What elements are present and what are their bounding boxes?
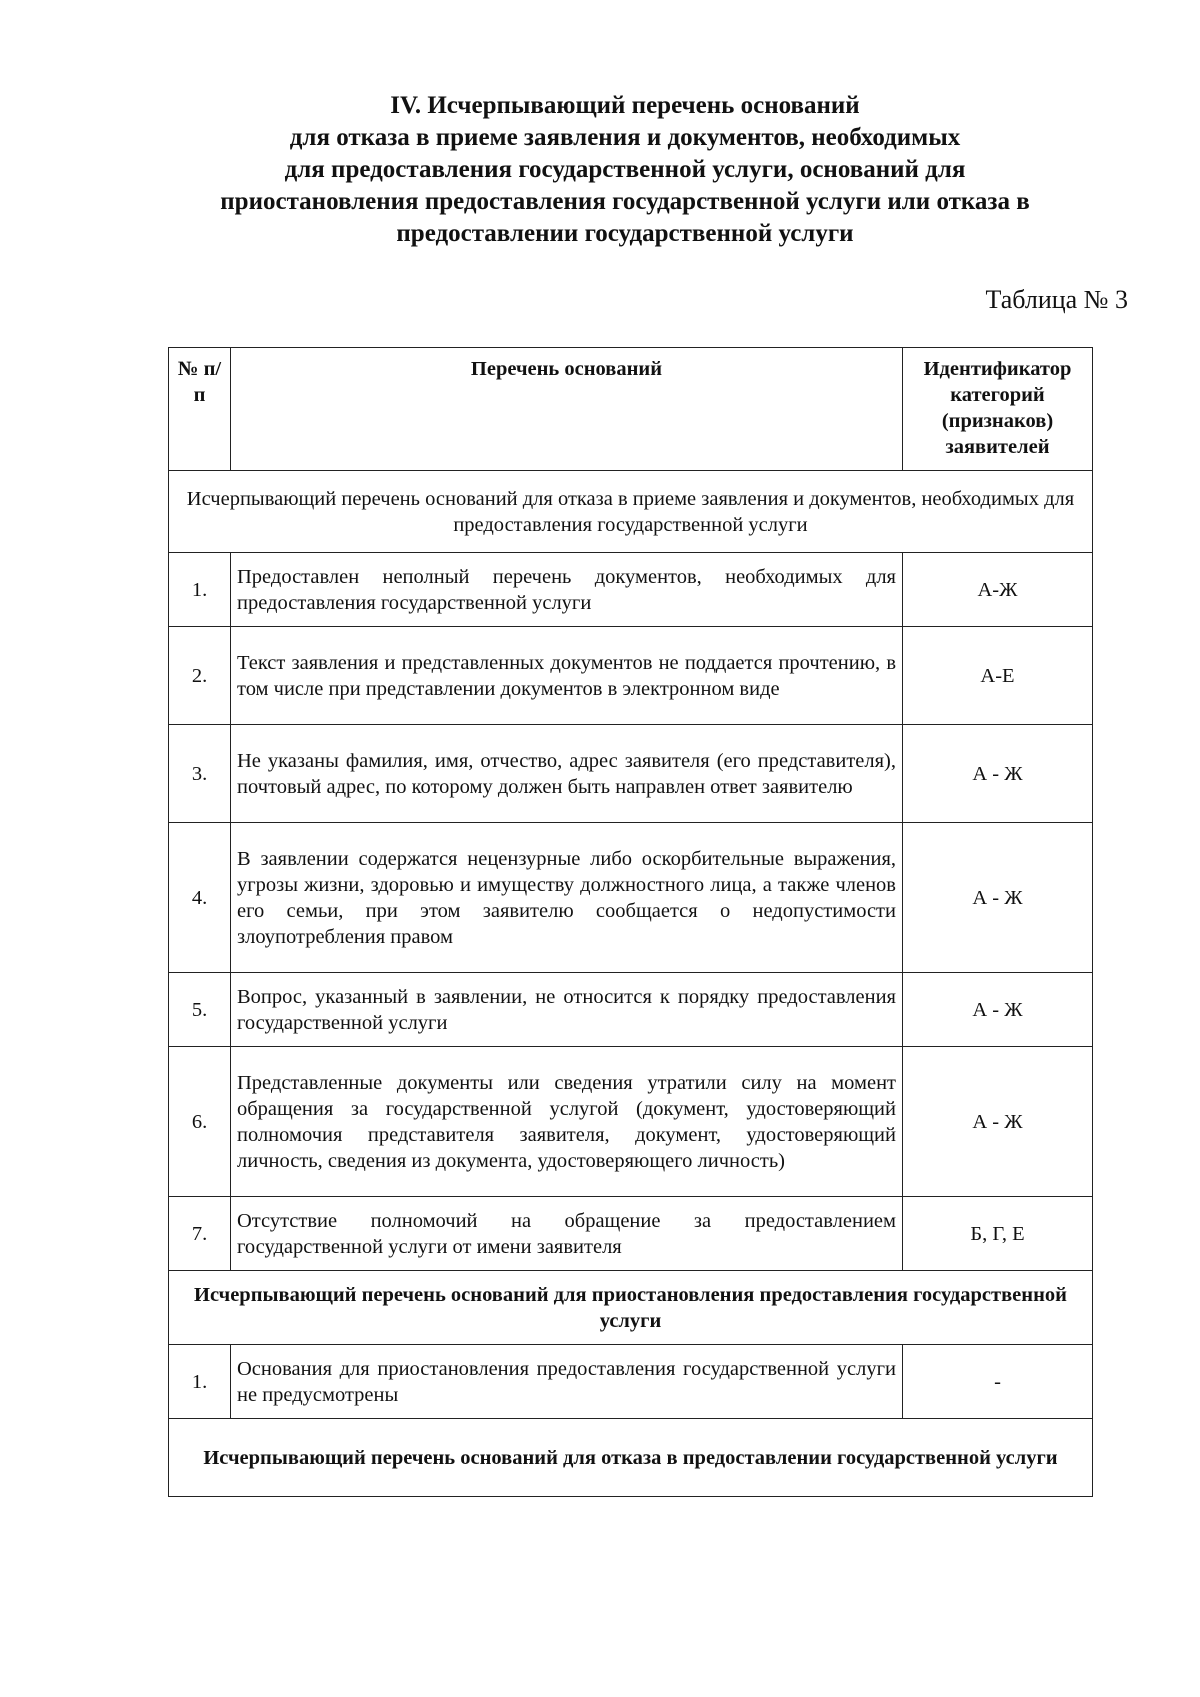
table-row — [169, 973, 1093, 1047]
heading-line: приостановления предоставления государственной услуги или отказа в — [220, 188, 1030, 215]
row-identifier: А-Е — [903, 627, 1093, 725]
table-row — [169, 823, 1093, 973]
section-title-row — [169, 471, 1093, 553]
row-identifier: Б, Г, Е — [903, 1197, 1093, 1271]
row-identifier: - — [903, 1345, 1093, 1419]
row-reason: Основания для приостановления предоставления государственной услуги не предусмотрены — [231, 1345, 903, 1419]
section-title-refusal-acceptance: Исчерпывающий перечень оснований для отказа в приеме заявления и документов, необходимых для предоставления государственной услуги — [169, 471, 1093, 553]
row-reason: Текст заявления и представленных документов не поддается прочтению, в том числе при представлении документов в электронном виде — [231, 627, 903, 725]
header-applicant-category: Идентификатор категорий (признаков) заявителей — [903, 348, 1093, 471]
header-reasons-list: Перечень оснований — [231, 348, 903, 471]
table-row — [169, 1197, 1093, 1271]
section-title-row — [169, 1271, 1093, 1345]
row-number: 7. — [169, 1197, 231, 1271]
row-number: 3. — [169, 725, 231, 823]
row-number: 1. — [169, 1345, 231, 1419]
row-reason: В заявлении содержатся нецензурные либо оскорбительные выражения, угрозы жизни, здоровью и имуществу должностного лица, а также членов его семьи, при этом заявителю сообщается о недопустимости злоупотребления правом — [231, 823, 903, 973]
row-number: 6. — [169, 1047, 231, 1197]
row-reason: Отсутствие полномочий на обращение за предоставлением государственной услуги от имени заявителя — [231, 1197, 903, 1271]
row-number: 4. — [169, 823, 231, 973]
row-number: 2. — [169, 627, 231, 725]
row-reason: Не указаны фамилия, имя, отчество, адрес заявителя (его представителя), почтовый адрес, по которому должен быть направлен ответ заявителю — [231, 725, 903, 823]
table-header-row — [169, 348, 1093, 471]
reasons-table — [168, 347, 1093, 1497]
row-identifier: А - Ж — [903, 725, 1093, 823]
row-identifier: А - Ж — [903, 823, 1093, 973]
table-row — [169, 1345, 1093, 1419]
section-title-row — [169, 1419, 1093, 1497]
section-heading — [150, 90, 1100, 250]
table-row — [169, 627, 1093, 725]
row-identifier: А-Ж — [903, 553, 1093, 627]
header-number: № п/п — [169, 348, 231, 471]
row-number: 5. — [169, 973, 231, 1047]
row-identifier: А - Ж — [903, 1047, 1093, 1197]
table-row — [169, 1047, 1093, 1197]
table-row — [169, 553, 1093, 627]
row-reason: Вопрос, указанный в заявлении, не относится к порядку предоставления государственной услуги — [231, 973, 903, 1047]
section-title-refusal-service: Исчерпывающий перечень оснований для отказа в предоставлении государственной услуги — [169, 1419, 1093, 1497]
row-reason: Представленные документы или сведения утратили силу на момент обращения за государственной услугой (документ, удостоверяющий полномочия представителя заявителя, документ, удостоверяющий личность, сведения из документа, удостоверяющего личность) — [231, 1047, 903, 1197]
heading-line: IV. Исчерпывающий перечень оснований — [390, 92, 860, 119]
row-reason: Предоставлен неполный перечень документов, необходимых для предоставления государственной услуги — [231, 553, 903, 627]
table-label: Таблица № 3 — [985, 285, 1128, 314]
heading-line: предоставлении государственной услуги — [396, 220, 854, 247]
heading-line: для отказа в приеме заявления и документов, необходимых — [289, 124, 961, 151]
heading-line: для предоставления государственной услуги, оснований для — [284, 156, 966, 183]
table-row — [169, 725, 1093, 823]
row-number: 1. — [169, 553, 231, 627]
section-title-suspension: Исчерпывающий перечень оснований для приостановления предоставления государственной услуги — [169, 1271, 1093, 1345]
row-identifier: А - Ж — [903, 973, 1093, 1047]
